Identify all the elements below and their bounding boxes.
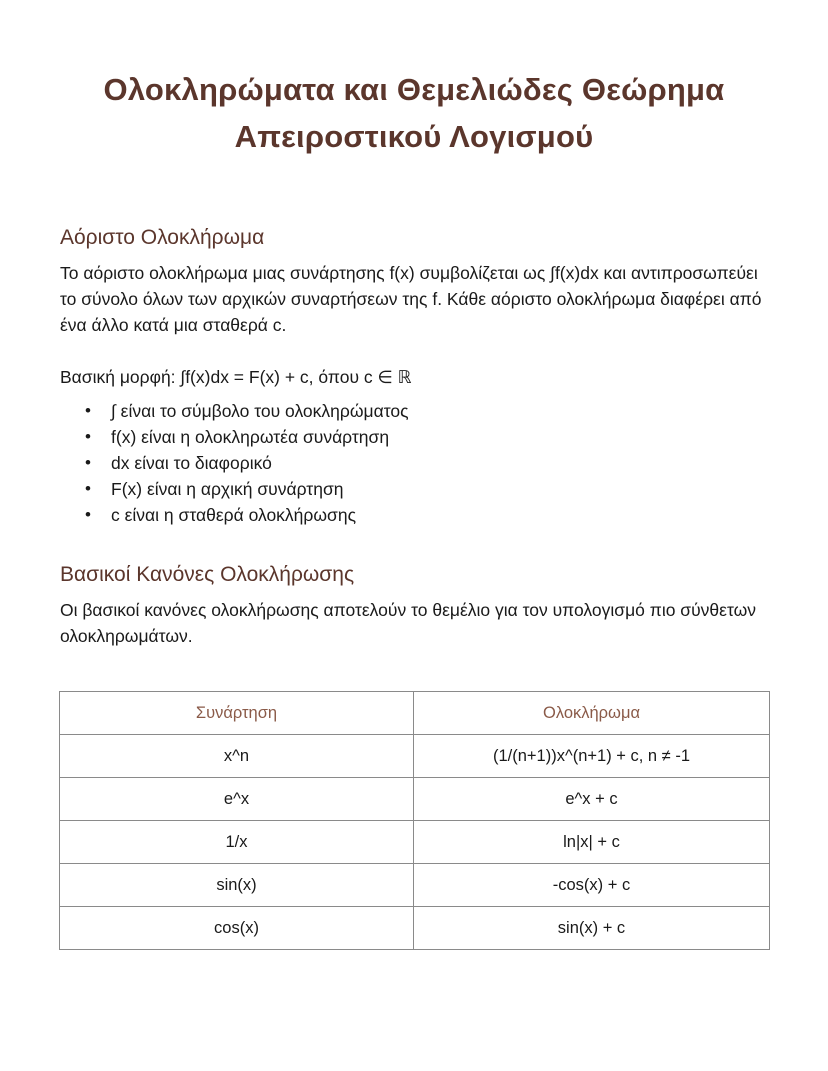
table-cell-integral: -cos(x) + c (414, 864, 770, 907)
table-cell-function: cos(x) (60, 907, 414, 950)
table-cell-integral: sin(x) + c (414, 907, 770, 950)
table-cell-function: sin(x) (60, 864, 414, 907)
table-cell-integral: (1/(n+1))x^(n+1) + c, n ≠ -1 (414, 735, 770, 778)
table-cell-function: x^n (60, 735, 414, 778)
table-cell-function: 1/x (60, 821, 414, 864)
section-heading-integration-rules: Βασικοί Κανόνες Ολοκλήρωσης (60, 563, 355, 586)
page-title-line-2: Απειροστικού Λογισμού (234, 119, 594, 154)
page-title-line-1: Ολοκληρώματα και Θεμελιώδες Θεώρημα (103, 72, 725, 107)
table-cell-function: e^x (60, 778, 414, 821)
indefinite-integral-paragraph: Το αόριστο ολοκλήρωμα μιας συνάρτησης f(x) συμβολίζεται ως ∫f(x)dx και αντιπροσωπεύει το σύνολο όλων των αρχικών συναρτήσεων της f. Κάθε αόριστο ολοκλήρωμα διαφέρει από ένα άλλο κατά μια σταθερά c. (60, 263, 762, 335)
list-item: • f(x) είναι η ολοκληρωτέα συνάρτηση (85, 424, 409, 450)
table-row (60, 735, 770, 778)
page-title (0, 66, 828, 160)
table-row (60, 864, 770, 907)
table-header-integral: Ολοκλήρωμα (414, 692, 770, 735)
table-cell-integral: e^x + c (414, 778, 770, 821)
integration-rules-paragraph: Οι βασικοί κανόνες ολοκλήρωσης αποτελούν το θεμέλιο για τον υπολογισμό πιο σύνθετων ολοκληρωμάτων. (60, 600, 757, 646)
table-header-function: Συνάρτηση (60, 692, 414, 735)
basic-form-line: Βασική μορφή: ∫f(x)dx = F(x) + c, όπου c ∈ ℝ (60, 367, 412, 387)
table-header-row (60, 692, 770, 735)
table-row (60, 821, 770, 864)
table-row (60, 778, 770, 821)
integration-rules-table (59, 691, 770, 950)
table-cell-integral: ln|x| + c (414, 821, 770, 864)
notation-bullet-list (85, 398, 409, 528)
list-item: • F(x) είναι η αρχική συνάρτηση (85, 476, 409, 502)
list-item: • c είναι η σταθερά ολοκλήρωσης (85, 502, 409, 528)
section-heading-indefinite-integral: Αόριστο Ολοκλήρωμα (60, 226, 265, 249)
list-item: • ∫ είναι το σύμβολο του ολοκληρώματος (85, 398, 409, 424)
list-item: • dx είναι το διαφορικό (85, 450, 409, 476)
table-row (60, 907, 770, 950)
